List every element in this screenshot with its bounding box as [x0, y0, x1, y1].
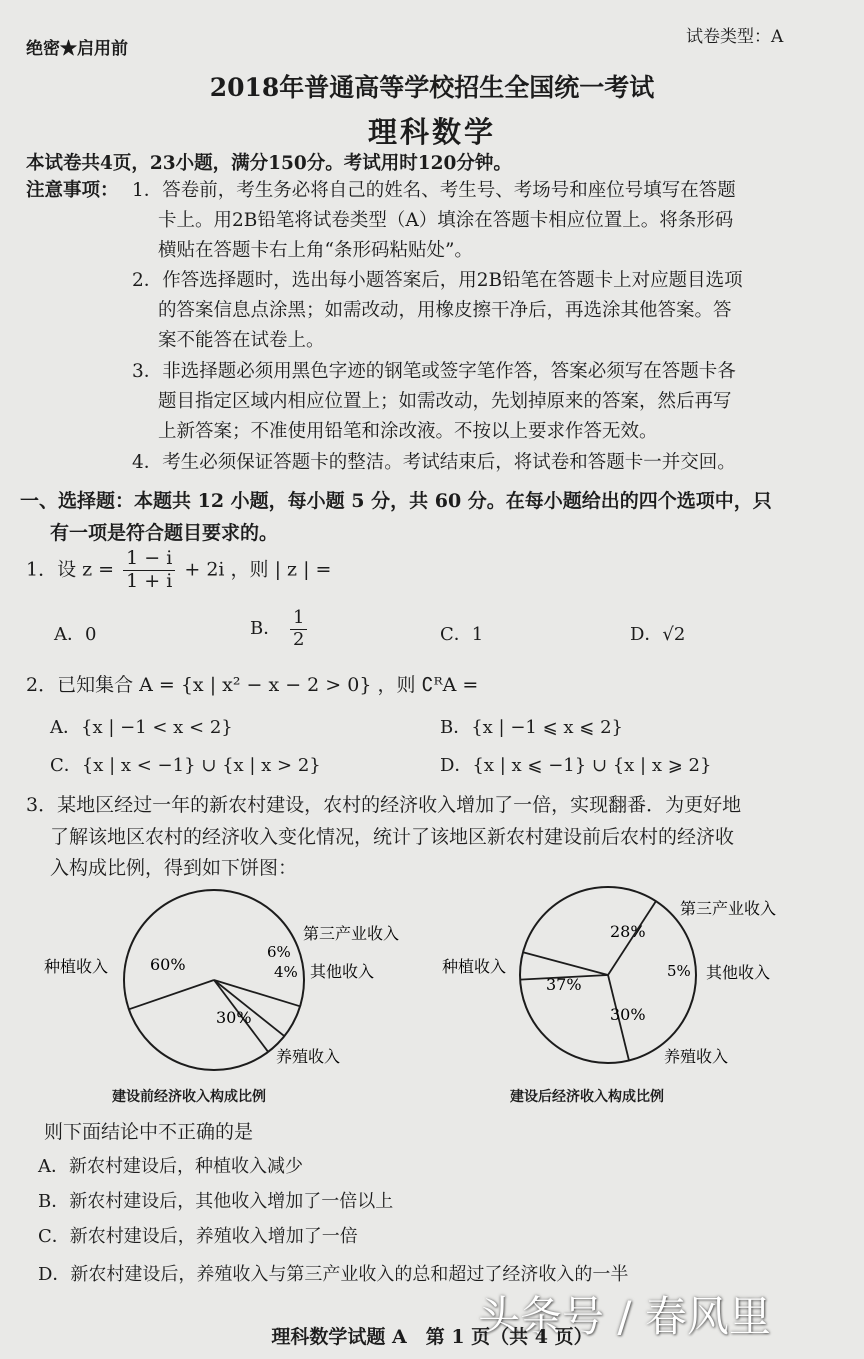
pie-chart-after [442, 887, 776, 1066]
q3-option-d: D．新农村建设后，养殖收入与第三产业收入的总和超过了经济收入的一半 [38, 1264, 629, 1285]
pie-after-value-livestock: 30% [610, 1005, 646, 1024]
pie-after-slice-livestock-edge [523, 952, 608, 975]
pie-chart-before [44, 890, 399, 1070]
paper-type-label: 试卷类型：A [686, 27, 784, 47]
pie-charts [0, 880, 864, 1110]
note-1-line-2: 卡上。用2B铅笔将试卷类型（A）填涂在答题卡相应位置上。将条形码 [158, 210, 734, 231]
q1-option-c: C．1 [440, 624, 484, 645]
pie-after-label-planting: 种植收入 [442, 957, 507, 976]
question-1-stem [26, 548, 331, 593]
q3-option-c: C．新农村建设后，养殖收入增加了一倍 [38, 1226, 358, 1247]
pie-after-label-tertiary: 第三产业收入 [680, 899, 777, 918]
q1-prefix: 1．设 z = [26, 558, 115, 581]
section-1-heading: 一、选择题：本题共 12 小题，每小题 5 分，共 60 分。在每小题给出的四个选项中，只 [20, 490, 772, 512]
note-2-line-1: 2．作答选择题时，选出每小题答案后，用2B铅笔在答题卡上对应题目选项 [132, 270, 743, 291]
question-3-line-3: 入构成比例，得到如下饼图： [50, 857, 298, 879]
q2-option-d: D．{x | x ⩽ −1} ∪ {x | x ⩾ 2} [440, 755, 712, 776]
pie-after-value-other: 5% [667, 962, 691, 980]
note-3-line-2: 题目指定区域内相应位置上；如需改动，先划掉原来的答案，然后再写 [158, 391, 732, 412]
q1-numerator: 1 − i [123, 548, 175, 571]
question-3-line-2: 了解该地区农村的经济收入变化情况，统计了该地区新农村建设前后农村的经济收 [50, 826, 735, 848]
watermark-text: 头条号 / 春风里 [478, 1292, 771, 1341]
q1-suffix: + 2i ，则 | z | = [184, 558, 332, 581]
q1-option-b [250, 608, 310, 650]
q2-option-b: B．{x | −1 ⩽ x ⩽ 2} [440, 717, 623, 738]
pie-before-label-planting: 种植收入 [44, 957, 109, 976]
page-footer: 理科数学试题 A 第 1 页（共 4 页） [271, 1326, 593, 1348]
pie-after-label-other: 其他收入 [706, 963, 771, 982]
section-1-heading-cont: 有一项是符合题目要求的。 [50, 522, 279, 544]
pie-after-caption: 建设后经济收入构成比例 [510, 1089, 664, 1105]
note-2-line-3: 案不能答在试卷上。 [158, 330, 325, 351]
question-2-stem: 2．已知集合 A = {x | x² − x − 2 > 0} ，则 ∁ᴿA = [26, 674, 479, 696]
note-1-line-3: 横贴在答题卡右上角“条形码粘贴处”。 [158, 240, 473, 261]
note-2-line-2: 的答案信息点涂黑；如需改动，用橡皮擦干净后，再选涂其他答案。答 [158, 300, 732, 321]
pie-after-value-tertiary: 28% [610, 922, 646, 941]
pie-before-slice-planting-edge [129, 980, 214, 1009]
pie-after-value-planting: 37% [546, 975, 582, 994]
note-1-line-1: 1．答卷前，考生务必将自己的姓名、考生号、考场号和座位号填写在答题 [132, 180, 736, 201]
question-3-line-1: 3．某地区经过一年的新农村建设，农村的经济收入增加了一倍，实现翻番．为更好地 [26, 794, 742, 816]
pie-before-value-other: 4% [274, 963, 298, 981]
exam-intro: 本试卷共4页，23小题，满分150分。考试用时120分钟。 [26, 153, 512, 174]
exam-title: 2018年普通高等学校招生全国统一考试 [209, 73, 655, 102]
subject-title: 理科数学 [367, 115, 496, 149]
q1-option-b-label: B． [250, 618, 282, 640]
q1-option-b-num: 1 [290, 608, 307, 630]
note-4-line-1: 4．考生必须保证答题卡的整洁。考试结束后，将试卷和答题卡一并交回。 [132, 452, 736, 473]
pie-before-label-tertiary: 第三产业收入 [303, 924, 400, 943]
pie-before-slice-tertiary-edge [214, 980, 300, 1006]
note-3-line-1: 3．非选择题必须用黑色字迹的钢笔或签字笔作答，答案必须写在答题卡各 [132, 361, 736, 382]
q1-denominator: 1 + i [126, 569, 173, 592]
q1-option-a: A．0 [54, 624, 97, 645]
note-3-line-3: 上新答案；不准使用铅笔和涂改液。不按以上要求作答无效。 [158, 421, 658, 442]
pie-after-label-livestock: 养殖收入 [664, 1047, 729, 1066]
q1-option-d: D．√2 [630, 624, 686, 645]
pie-before-label-livestock: 养殖收入 [276, 1047, 341, 1066]
q2-option-c: C．{x | x < −1} ∪ {x | x > 2} [50, 755, 321, 776]
pie-before-caption: 建设前经济收入构成比例 [112, 1089, 266, 1105]
pie-before-value-planting: 60% [150, 955, 186, 974]
q3-option-a: A．新农村建设后，种植收入减少 [38, 1156, 303, 1177]
q3-option-b: B．新农村建设后，其他收入增加了一倍以上 [38, 1191, 394, 1212]
q1-fraction [123, 548, 175, 593]
q3-conclusion: 则下面结论中不正确的是 [44, 1121, 254, 1143]
notes-label: 注意事项： [26, 180, 119, 201]
q2-option-a: A．{x | −1 < x < 2} [50, 717, 233, 738]
q1-option-b-fraction [290, 608, 307, 650]
pie-before-value-tertiary: 6% [267, 943, 291, 961]
pie-before-label-other: 其他收入 [310, 962, 375, 981]
q1-option-b-den: 2 [292, 628, 305, 650]
confidential-mark: 绝密★启用前 [26, 39, 128, 59]
pie-before-value-livestock: 30% [216, 1008, 252, 1027]
